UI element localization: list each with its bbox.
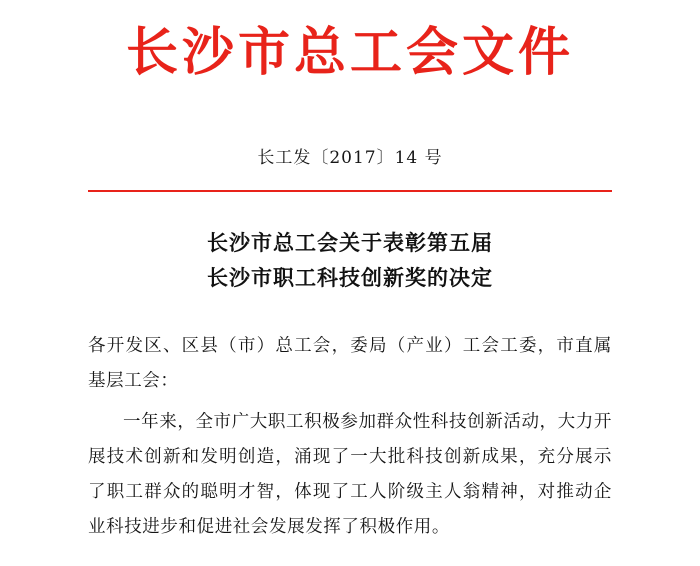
subject-line-2: 长沙市职工科技创新奖的决定 [207, 264, 493, 290]
document-title: 长沙市总工会文件 [125, 22, 574, 83]
body-paragraph-1: 一年来，全市广大职工积极参加群众性科技创新活动，大力开展技术创新和发明创造，涌现了一大批科技创新成果，充分展示了职工群众的聪明才智，体现了工人阶级主人翁精神，对推动企业科技进步和促进社会发展发挥了积极作用。 [88, 412, 612, 538]
document-number: 长工发〔2017〕14 号 [257, 148, 443, 169]
document-body [88, 329, 612, 545]
red-divider-rule [88, 190, 612, 192]
document-page [0, 24, 700, 566]
subject-line-1: 长沙市总工会关于表彰第五届 [207, 230, 493, 256]
document-subject [88, 226, 612, 295]
salutation-paragraph: 各开发区、区县（市）总工会，委局（产业）工会工委，市直属基层工会： [88, 336, 612, 392]
